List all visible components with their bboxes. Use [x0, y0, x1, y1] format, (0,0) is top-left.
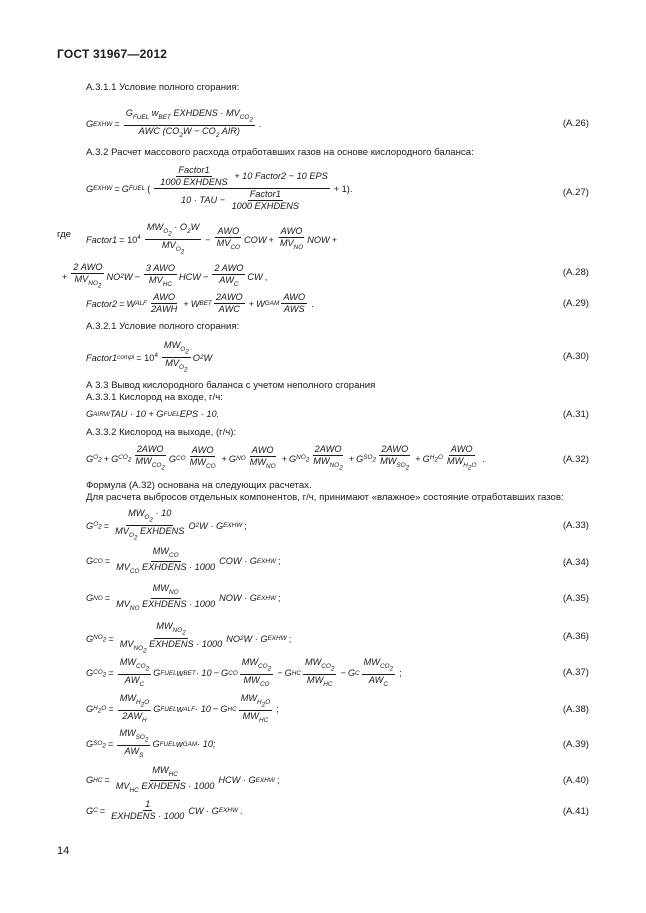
where-label: где	[57, 229, 72, 240]
equation-number: (А.27)	[562, 187, 589, 198]
equation-number: (А.31)	[562, 409, 589, 420]
section-a3-2-1: А.3.2.1 Условие полного сгорания:	[86, 321, 240, 332]
equation-a34: G CO = $\frac{MW_{CO}}{MV_{CO} EXHDENS \cdot 1000}$ COW · G EXHW ;	[86, 546, 281, 575]
equation-a35: G NO = $\frac{MW_{NO}}{MV_{NO} EXHDENS \cdot 1000}$ NOW · G EXHW ;	[86, 583, 281, 612]
equation-number: (А.39)	[562, 739, 589, 750]
equation-number: (А.35)	[562, 593, 589, 604]
equation-a38: G $H_2O$ = $\frac{MW_{H_2O}}{2AW_H}$ G FUEL w ALF · 10 − G HC $\frac{MW_{H_2O}}{MW_{HC}}$ ;	[86, 693, 279, 724]
document-header: ГОСТ 31967—2012	[57, 47, 168, 61]
equation-a37: G $CO_2$ = $\frac{MW_{CO_2}}{AW_C}$ G FUEL w BET · 10 − G CO $\frac{MW_{CO_2}}{MW_{CO}}$ − G HC $\frac{MW_{CO_2}}{MW_{HC}}$ − G C $\frac{MW_{CO_2}}{AW_C}$ ;	[86, 657, 402, 688]
equation-a28: + $\frac{\text{2 AWO}}{MV_{NO_2}}$ NO 2 W − $\frac{\text{3 AWO}}{MV_{HC}}$ HCW − $\frac{\text{2 AWO}}{AW_C}$ CW ,	[62, 262, 268, 290]
equation-a40: G HC = $\frac{MW_{HC}}{MV_{HC} EXHDENS \cdot 1000}$ HCW · G EXHW ;	[86, 765, 280, 794]
equation-a36: G $NO_2$ = $\frac{MW_{NO_2}}{MV_{NO_2} EXHDENS \cdot 1000}$ NO 2 W · G EXHW ;	[86, 621, 292, 655]
section-a3-3-2: А.3.3.2 Кислород на выходе, (г/ч):	[86, 427, 237, 438]
section-a3-1-1: А.3.1.1 Условие полного сгорания:	[86, 82, 240, 93]
equation-a27: G EXHW = G FUEL ( $\frac{\text{Factor1}}{\text{1000 EXHDENS}}$ + 10 Factor2 − 10 EPS 10 · TAU − $\frac{\text{Factor1}}{\text{1000 EXHDENS}}$ + 1).	[86, 165, 353, 211]
section-a3-3: А 3.3 Вывод кислородного баланса с учетом неполного сгорания	[86, 380, 376, 391]
equation-number: (А.29)	[562, 298, 589, 309]
equation-number: (А.30)	[562, 351, 589, 362]
section-a3-3-1: А.3.3.1 Кислород на входе, г/ч:	[86, 392, 223, 403]
equation-number: (А.28)	[562, 267, 589, 278]
equation-number: (А.38)	[562, 704, 589, 715]
page-number: 14	[57, 845, 70, 857]
equation-number: (А.33)	[562, 520, 589, 531]
equation-a33: G $O_2$ = $\frac{MW_{O_2} \cdot 10}{MV_{O_2} EXHDENS}$ O 2 W · G EXHW ;	[86, 508, 247, 542]
equation-a41: G C = $\frac{1}{\text{EXHDENS · 1000}}$ CW · G EXHW .	[86, 799, 243, 821]
equation-a30: Factor1 compl = $10^4$ $\frac{MW_{O_2}}{MV_{O_2}}$ O 2 W	[86, 340, 213, 374]
equation-number: (А.41)	[562, 806, 589, 817]
equation-a29: Factor2 = W ALF $\frac{\text{AWO}}{\text{2AWH}}$ + W BET $\frac{\text{2AWO}}{\text{AWC}}$ + W GAM $\frac{\text{AWO}}{\text{AWS}}$ .	[86, 292, 314, 314]
equation-number: (А.36)	[562, 631, 589, 642]
paragraph-wet-basis: Для расчета выбросов отдельных компонентов, г/ч, принимают «влажное» состояние отработавших газов:	[86, 492, 564, 503]
equation-number: (А.34)	[562, 557, 589, 568]
equation-a31: G AIRW TAU · 10 + G FUEL EPS · 10.	[86, 409, 220, 419]
equation-number: (А.40)	[562, 775, 589, 786]
equation-a32: G $O_2$ + G $CO_2$ $\frac{\text{2AWO}}{MW_{CO_2}}$ G CO $\frac{\text{AWO}}{MW_{CO}}$ + G NO $\frac{\text{AWO}}{MW_{NO}}$ + G $NO_2$ $\frac{\text{2AWO}}{MW_{NO_2}}$ + G $SO_2$ $\frac{\text{2AWO}}{MW_{SO_2}}$ + G $H_2O$ $\frac{\text{AWO}}{MW_{H_2O}}$ .	[86, 444, 485, 472]
equation-number: (А.37)	[562, 667, 589, 678]
equation-number: (А.26)	[562, 118, 589, 129]
equation-factor1: Factor1 = $10^4$ $\frac{MW_{O_2} \cdot O_2W}{MV_{O_2}}$ − $\frac{\text{AWO}}{MV_{CO}}$ COW + $\frac{\text{AWO}}{MV_{NO}}$ NOW +	[86, 222, 338, 256]
paragraph-a32-basis: Формула (А.32) основана на следующих расчетах.	[86, 480, 312, 491]
equation-a39: G $SO_2$ = $\frac{MW_{SO_2}}{AW_S}$ G FUEL w GAM · 10;	[86, 728, 216, 759]
section-a3-2: А.3.2 Расчет массового расхода отработавших газов на основе кислородного баланса:	[86, 147, 474, 158]
equation-a26: G EXHW = $\frac{G_{FUEL} w_{BET} EXHDENS \cdot MV_{CO_2}}{AWC (CO_2W - CO_2 AIR)}$ .	[86, 108, 262, 139]
equation-number: (А.32)	[562, 454, 589, 465]
